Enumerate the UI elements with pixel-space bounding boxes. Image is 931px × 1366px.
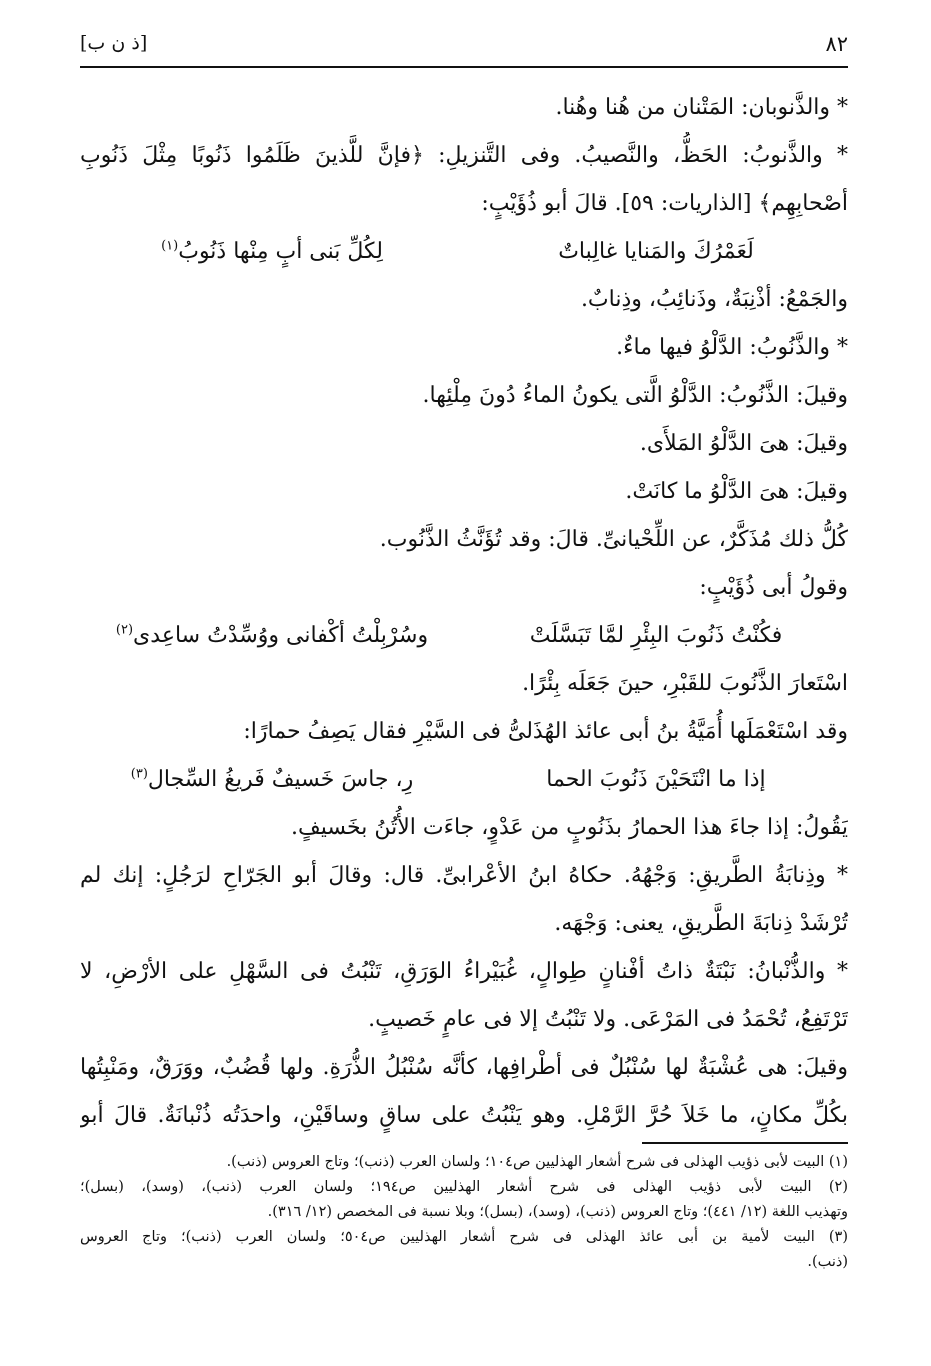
page-header (80, 32, 848, 66)
verse-line (80, 756, 848, 804)
text-line: تُرْشَدْ ذِنابَةَ الطَّريقِ، يعنى: وَجْهَه. (554, 911, 848, 936)
verse-first-hemistich: إذا ما انْتَحَيْنَ ذَنُوبَ الحما (546, 767, 766, 792)
text-line: وقيلَ: هى عُشْبَةٌ لها سُنْبُلٌ فى أطْرافِها، كأنَّه سُنْبُلُ الذُّرَةِ. ولها قُضُبٌ، ووَرَقٌ، ومَنْبِتُها (80, 1055, 848, 1080)
footnote-rule (642, 1142, 848, 1144)
main-text (80, 84, 848, 1140)
footnote-ref: (٣) (130, 766, 148, 782)
text-line: وقولُ أبى ذُؤَيْبٍ: (699, 575, 848, 600)
text-line: بكُلِّ مكانٍ، ما خَلاَ حُرَّ الرَّمْلِ. وهو يَنْبُتُ على ساقٍ وساقَيْنِ، واحدَتُه ذُنْبانَةٌ. قالَ أبو (80, 1103, 848, 1128)
text-line: * وذِنابَةُ الطَّريقِ: وَجْهُهُ. حكاهُ ابنُ الأعْرابىِّ. قال: وقالَ أبو الجَرّاحِ لرَجُلٍ: إنك لم (80, 863, 848, 888)
text-line: * والذُّنْبانُ: نَبْتَةٌ ذاتُ أفْنانٍ طِوالٍ، غُبَيْراءُ الوَرَقِ، تَنْبُتُ فى السَّهْلِ على الأرْضِ، لا (80, 959, 848, 984)
footnote: (٢) البيت لأبى ذؤيب الهذلى فى شرح أشعار الهذليين ص١٩٤؛ ولسان العرب (ذنب)، (وسد)، (بسل)؛ (80, 1179, 848, 1195)
page-number: ٨٢ (825, 32, 848, 56)
hemistich-text: رِ، جاسَ خَسيفٌ فَريغُ السِّجال (147, 767, 414, 792)
hemistich-text: وسُرْبِلْتُ أكْفانى ووُسِّدْتُ ساعِدى (133, 623, 429, 648)
text-line: وقيلَ: الذَّنُوبُ: الدَّلْوُ الَّتى يكونُ الماءُ دُونَ مِلْئِها. (422, 383, 848, 408)
verse-second-hemistich (80, 228, 464, 276)
text-line: والجَمْعُ: أذْنِبَةٌ، وذَنائِبُ، وذِنابٌ. (580, 287, 848, 312)
footnote: (١) البيت لأبى ذؤيب الهذلى فى شرح أشعار الهذليين ص١٠٤؛ ولسان العرب (ذنب)؛ وتاج العروس (ذنب). (226, 1154, 848, 1170)
text-line: تَرْتَفِعُ، تُحْمَدُ فى المَرْعَى. ولا تَنْبُتُ إلا فى عامٍ خَصيبٍ. (368, 1007, 848, 1032)
footnote-ref: (١) (161, 238, 179, 254)
root-tag: [ذ ن ب] (80, 32, 148, 54)
footnote: (٣) البيت لأمية بن أبى عائذ الهذلى فى شرح أشعار الهذليين ص٥٠٤؛ ولسان العرب (ذنب)؛ وتاج العروس (80, 1229, 848, 1245)
text-line: وقيلَ: هىَ الدَّلْوُ ما كانَتْ. (625, 479, 848, 504)
text-line: * والذَّنُوبُ: الدَّلْوُ فيها ماءٌ. (616, 335, 848, 360)
text-line: أصْحابِهِم﴾ [الذاريات: ٥٩]. قالَ أبو ذُؤَيْبٍ: (481, 191, 848, 216)
text-line: وقيلَ: هىَ الدَّلْوُ المَلأَى. (639, 431, 848, 456)
text-line: يَقُولُ: إذا جاءَ هذا الحمارُ بذَنُوبٍ من عَدْوٍ، جاءَت الأُتُنُ بخَسيفٍ. (291, 815, 848, 840)
footnote-ref: (٢) (115, 622, 134, 638)
hemistich-text: لِكُلِّ بَنى أبٍ مِنْها ذَنُوبُ (178, 239, 383, 264)
footnotes (80, 1150, 848, 1275)
text-line: وقد اسْتَعْمَلَها أُمَيَّةُ بنُ أبى عائذ الهُذَلىُّ فى السَّيْرِ فقال يَصِفُ حمارًا: (243, 719, 848, 744)
verse-first-hemistich: فكُنْتُ ذَنُوبَ البِئْرِ لمَّا تَبَسَّلَتْ (529, 623, 783, 648)
header-rule (80, 66, 848, 68)
verse-second-hemistich (80, 612, 464, 660)
footnote-continuation: (ذنب). (807, 1254, 848, 1270)
verse-second-hemistich (80, 756, 464, 804)
verse-line (80, 228, 848, 276)
text-line: * والذَّنوبُ: الحَظُّ، والنَّصيبُ. وفى التَّنزيلِ: ﴿فإنَّ للَّذينَ ظَلَمُوا ذَنُوبًا مِثْلَ ذَنُوبِ (80, 143, 848, 168)
verse-first-hemistich: لَعَمْرُكَ والمَنايا غالِباتٌ (558, 239, 754, 264)
verse-line (80, 612, 848, 660)
text-line: * والذَّنوبان: المَتْنان من هُنا وهُنا. (555, 95, 848, 120)
text-line: كُلُّ ذلك مُذَكَّرٌ، عن اللِّحْيانىِّ. قالَ: وقد تُؤَنَّثُ الذَّنُوب. (379, 527, 848, 552)
footnote-continuation: وتهذيب اللغة (١٢/ ٤٤١)؛ وتاج العروس (ذنب)، (وسد)، (بسل)؛ وبلا نسبة فى المخصص (١٢/ ٣١٦). (267, 1204, 848, 1220)
text-line: اسْتَعارَ الذَّنُوبَ للقَبْرِ، حينَ جَعَلَه بِئْرًا. (522, 671, 848, 696)
